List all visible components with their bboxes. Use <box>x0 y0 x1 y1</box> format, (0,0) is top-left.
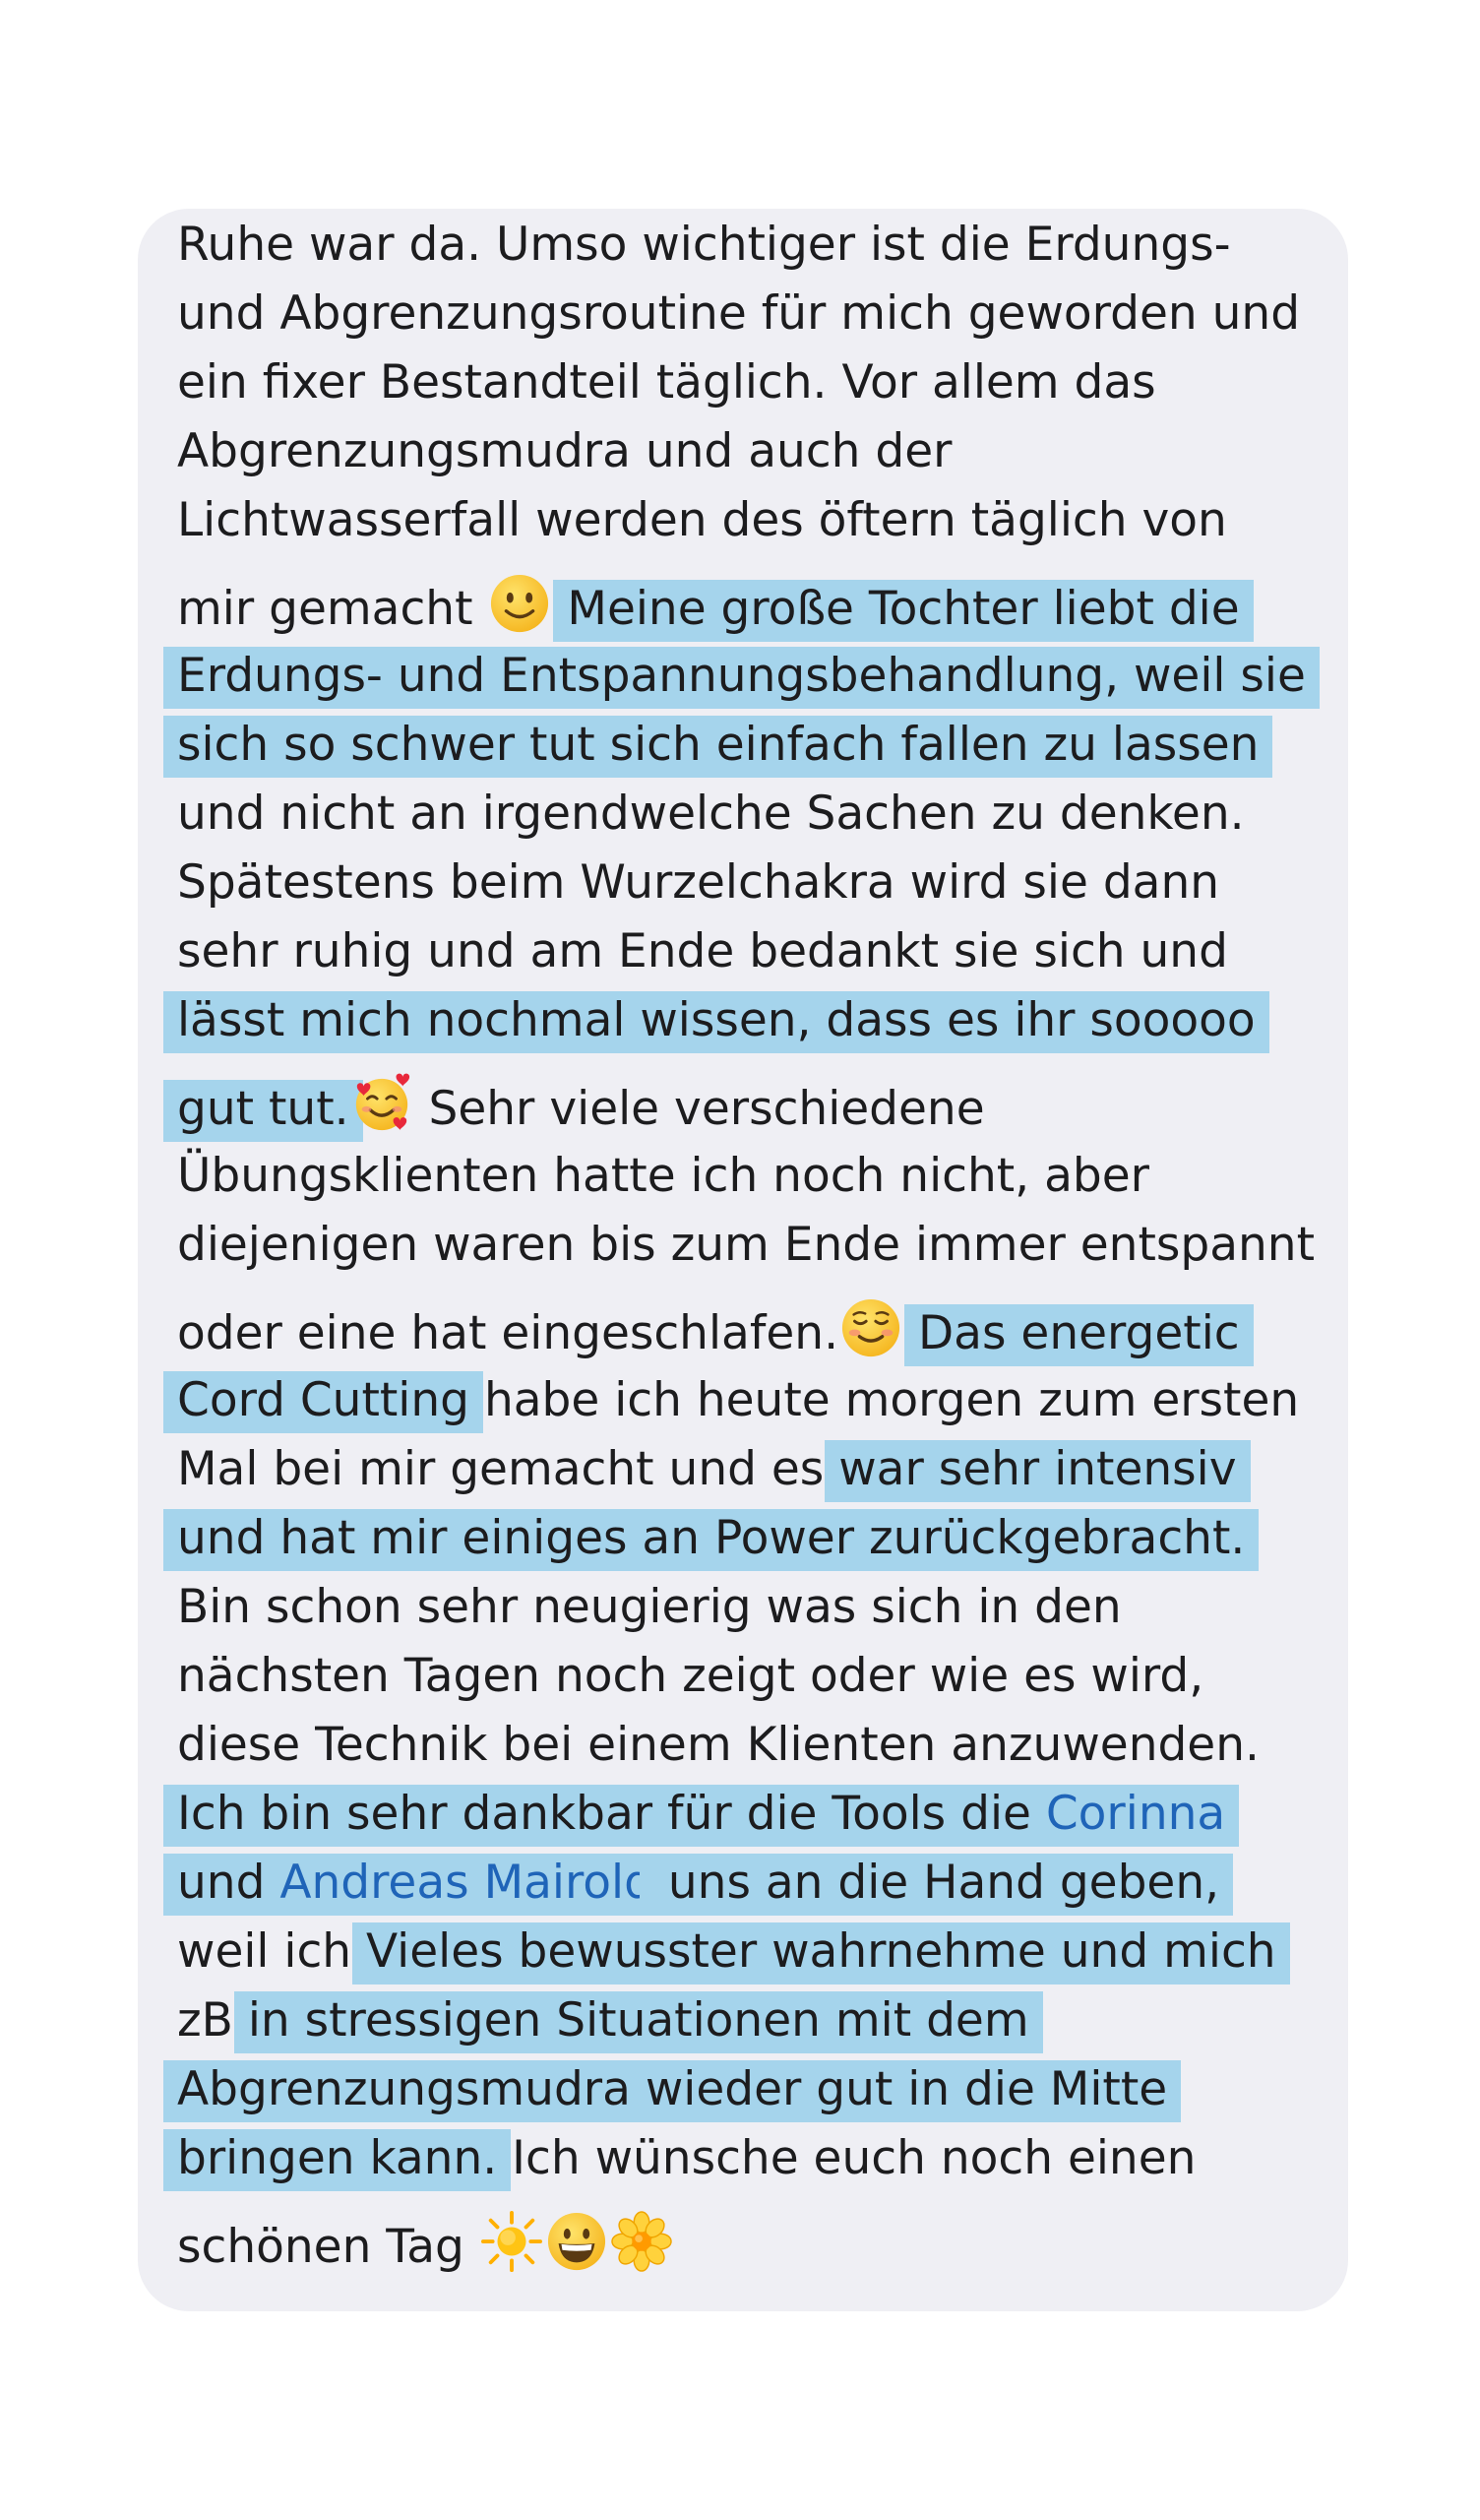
smiling-face-with-hearts-emoji-icon <box>351 1073 412 1134</box>
message-text-segment: habe ich heute morgen zum ersten <box>469 1373 1300 1427</box>
blossom-emoji-icon <box>611 2211 672 2272</box>
message-line <box>177 1642 1338 1711</box>
highlighted-text: uns an die Hand geben, <box>653 1854 1219 1916</box>
mention-link[interactable]: Corinna <box>1046 1785 1225 1847</box>
message-line <box>177 1211 1338 1280</box>
highlighted-text: Meine große Tochter liebt die <box>567 580 1239 642</box>
grinning-face-emoji-icon <box>546 2211 607 2272</box>
sun-emoji-icon <box>481 2211 542 2272</box>
message-line <box>177 280 1338 348</box>
message-line <box>177 555 1338 642</box>
message-line <box>177 1435 1338 1504</box>
message-text-segment: mir gemacht <box>177 582 488 636</box>
message-line <box>177 986 1338 1055</box>
highlighted-text: und <box>177 1854 279 1916</box>
message-line <box>177 2193 1338 2280</box>
message-text-segment: zB <box>177 1993 248 2048</box>
message-line <box>177 348 1338 417</box>
highlighted-text: in stressigen Situationen mit dem <box>248 1991 1029 2053</box>
message-line <box>177 1780 1338 1849</box>
smiling-face-emoji-icon <box>840 1297 901 1358</box>
message-line <box>177 1504 1338 1573</box>
mention-link[interactable]: Andreas Mairold <box>279 1854 653 1916</box>
message-text-segment: Sehr viele verschiedene <box>413 1082 985 1136</box>
highlighted-text: Cord Cutting <box>177 1371 469 1433</box>
message-text-segment: Ich wünsche euch noch einen <box>497 2131 1197 2185</box>
message-line <box>177 1918 1338 1986</box>
message-text-segment: Mal bei mir gemacht und es <box>177 1442 839 1496</box>
message-line <box>177 1849 1338 1918</box>
message-line <box>177 1142 1338 1211</box>
message-line <box>177 486 1338 555</box>
highlighted-text: war sehr intensiv <box>838 1440 1236 1502</box>
message-text-segment: sehr ruhig und am Ende bedankt sie sich und <box>177 924 1228 978</box>
highlighted-text: und hat mir einiges an Power zurückgebracht. <box>177 1509 1245 1571</box>
message-text-segment: Bin schon sehr neugierig was sich in den <box>177 1580 1122 1634</box>
message-line <box>177 1711 1338 1780</box>
slightly-smiling-face-emoji-icon <box>489 573 550 634</box>
message-text-segment: Lichtwasserfall werden des öftern täglich von <box>177 493 1227 547</box>
message-line <box>177 417 1338 486</box>
message-line <box>177 211 1338 280</box>
message-line <box>177 849 1338 917</box>
message-line <box>177 1366 1338 1435</box>
highlighted-text: Erdungs- und Entspannungsbehandlung, weil sie <box>177 647 1306 709</box>
message-text-segment <box>903 1306 918 1360</box>
message-line <box>177 642 1338 711</box>
message-text-segment: oder eine hat eingeschlafen. <box>177 1306 839 1360</box>
message-text-segment: Ruhe war da. Umso wichtiger ist die Erdungs- <box>177 218 1231 272</box>
highlighted-text: lässt mich nochmal wissen, dass es ihr sooooo <box>177 991 1256 1053</box>
message-text-segment: Übungsklienten hatte ich noch nicht, aber <box>177 1149 1149 1203</box>
message-line <box>177 917 1338 986</box>
message-line <box>177 1573 1338 1642</box>
highlighted-text: Ich bin sehr dankbar für die Tools die <box>177 1785 1046 1847</box>
message-text-segment <box>552 582 567 636</box>
message-line <box>177 1280 1338 1366</box>
highlighted-text: sich so schwer tut sich einfach fallen zu lassen <box>177 716 1259 778</box>
highlighted-text: Abgrenzungsmudra wieder gut in die Mitte <box>177 2060 1167 2122</box>
message-line <box>177 1986 1338 2055</box>
message-text-segment: Abgrenzungsmudra und auch der <box>177 424 953 478</box>
message-text-segment: und nicht an irgendwelche Sachen zu denken. <box>177 787 1245 841</box>
message-line <box>177 1055 1338 1142</box>
highlighted-text: gut tut. <box>177 1080 349 1142</box>
message-line <box>177 711 1338 780</box>
message-line <box>177 2124 1338 2193</box>
message-text-segment: schönen Tag <box>177 2220 479 2274</box>
message-text-segment: ein fixer Bestandteil täglich. Vor allem das <box>177 355 1156 410</box>
message-text-segment: Spätestens beim Wurzelchakra wird sie dann <box>177 855 1220 910</box>
highlighted-text: Vieles bewusster wahrnehme und mich <box>366 1922 1276 1984</box>
message-text-segment: weil ich <box>177 1924 367 1979</box>
highlighted-text: Das energetic <box>918 1304 1240 1366</box>
highlighted-text: bringen kann. <box>177 2129 497 2191</box>
message-text-segment: und Abgrenzungsroutine für mich geworden und <box>177 286 1301 341</box>
message-text-segment: diese Technik bei einem Klienten anzuwenden. <box>177 1718 1260 1772</box>
message-text-segment: nächsten Tagen noch zeigt oder wie es wird, <box>177 1649 1204 1703</box>
message-line <box>177 780 1338 849</box>
message-line <box>177 2055 1338 2124</box>
message-text <box>177 211 1338 2280</box>
message-text-segment: diejenigen waren bis zum Ende immer entspannt <box>177 1218 1316 1272</box>
